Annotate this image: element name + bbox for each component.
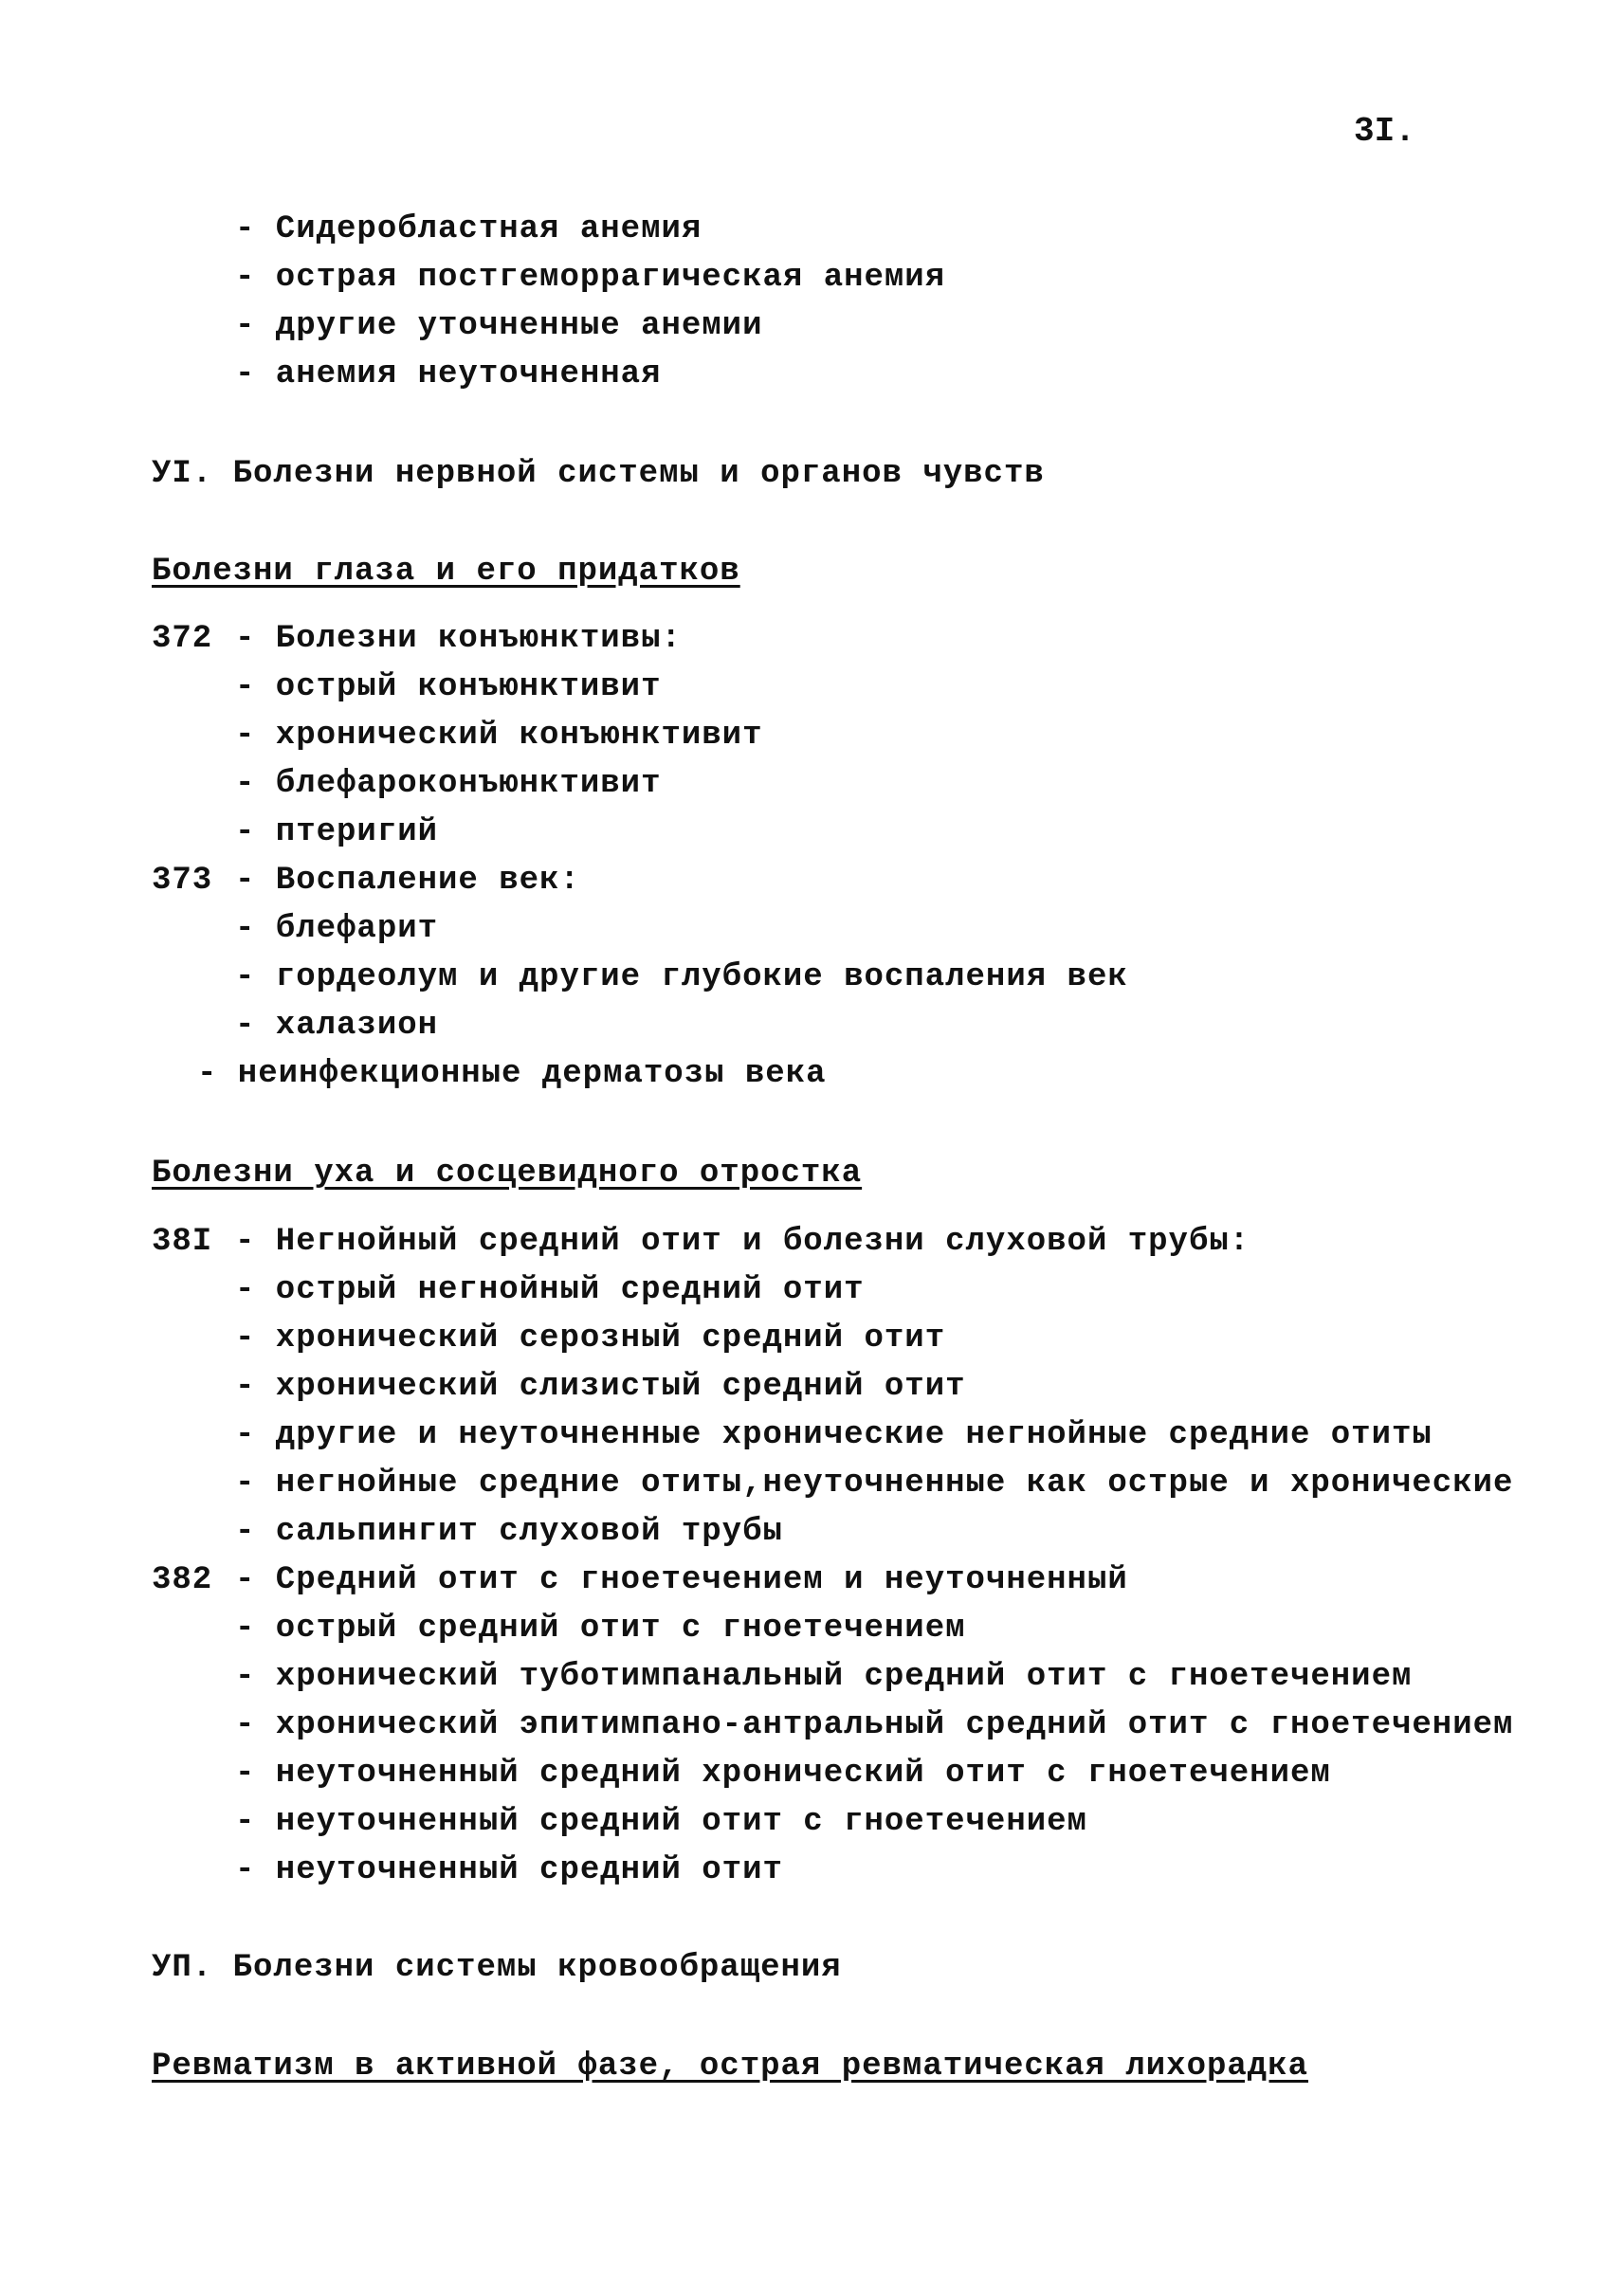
list-item: - анемия неуточненная (235, 356, 662, 392)
list-item: - острая постгеморрагическая анемия (235, 260, 946, 296)
list-item: - хронический эпитимпано-антральный средний отит с гноетечением (235, 1707, 1514, 1743)
code-label: - Болезни конъюнктивы: (235, 621, 682, 657)
list-item: - другие и неуточненные хронические негнойные средние отиты (235, 1417, 1432, 1453)
code-number: 373 (152, 863, 213, 899)
list-item: - гордеолум и другие глубокие воспаления век (235, 959, 1128, 995)
list-item: - хронический конъюнктивит (235, 718, 763, 754)
section-heading: УП. Болезни системы кровообращения (152, 1950, 842, 1986)
list-item: - блефароконъюнктивит (235, 766, 662, 802)
list-item: - сальпингит слуховой трубы (235, 1514, 783, 1550)
list-item: - неуточненный средний отит с гноетечением (235, 1804, 1087, 1840)
code-label: - Воспаление век: (235, 863, 580, 899)
list-item: - неуточненный средний отит (235, 1852, 783, 1888)
list-item: - острый конъюнктивит (235, 669, 662, 705)
list-item: - острый негнойный средний отит (235, 1272, 865, 1308)
list-item: - неинфекционные дерматозы века (197, 1056, 827, 1092)
section-heading: УI. Болезни нервной системы и органов чувств (152, 456, 1045, 492)
code-number: 38I (152, 1224, 213, 1260)
code-number: 382 (152, 1562, 213, 1598)
list-item: - хронический туботимпанальный средний отит с гноетечением (235, 1659, 1413, 1695)
list-item: - птеригий (235, 814, 439, 850)
page-number: 3I. (1354, 112, 1415, 151)
list-item: - халазион (235, 1008, 439, 1044)
list-item: - неуточненный средний хронический отит с гноетечением (235, 1756, 1331, 1792)
code-number: 372 (152, 621, 213, 657)
list-item: - блефарит (235, 911, 439, 947)
list-item: - негнойные средние отиты,неуточненные как острые и хронические (235, 1466, 1514, 1502)
list-item: - хронический серозный средний отит (235, 1321, 946, 1357)
subsection-title: Болезни глаза и его придатков (152, 554, 740, 590)
code-label: - Средний отит с гноетечением и неуточненный (235, 1562, 1128, 1598)
list-item: - Сидеробластная анемия (235, 211, 703, 247)
subsection-title: Болезни уха и сосцевидного отростка (152, 1156, 863, 1192)
list-item: - хронический слизистый средний отит (235, 1369, 966, 1405)
code-label: - Негнойный средний отит и болезни слуховой трубы: (235, 1224, 1250, 1260)
list-item: - другие уточненные анемии (235, 308, 763, 344)
list-item: - острый средний отит с гноетечением (235, 1611, 966, 1647)
subsection-title: Ревматизм в активной фазе, острая ревматическая лихорадка (152, 2049, 1308, 2085)
